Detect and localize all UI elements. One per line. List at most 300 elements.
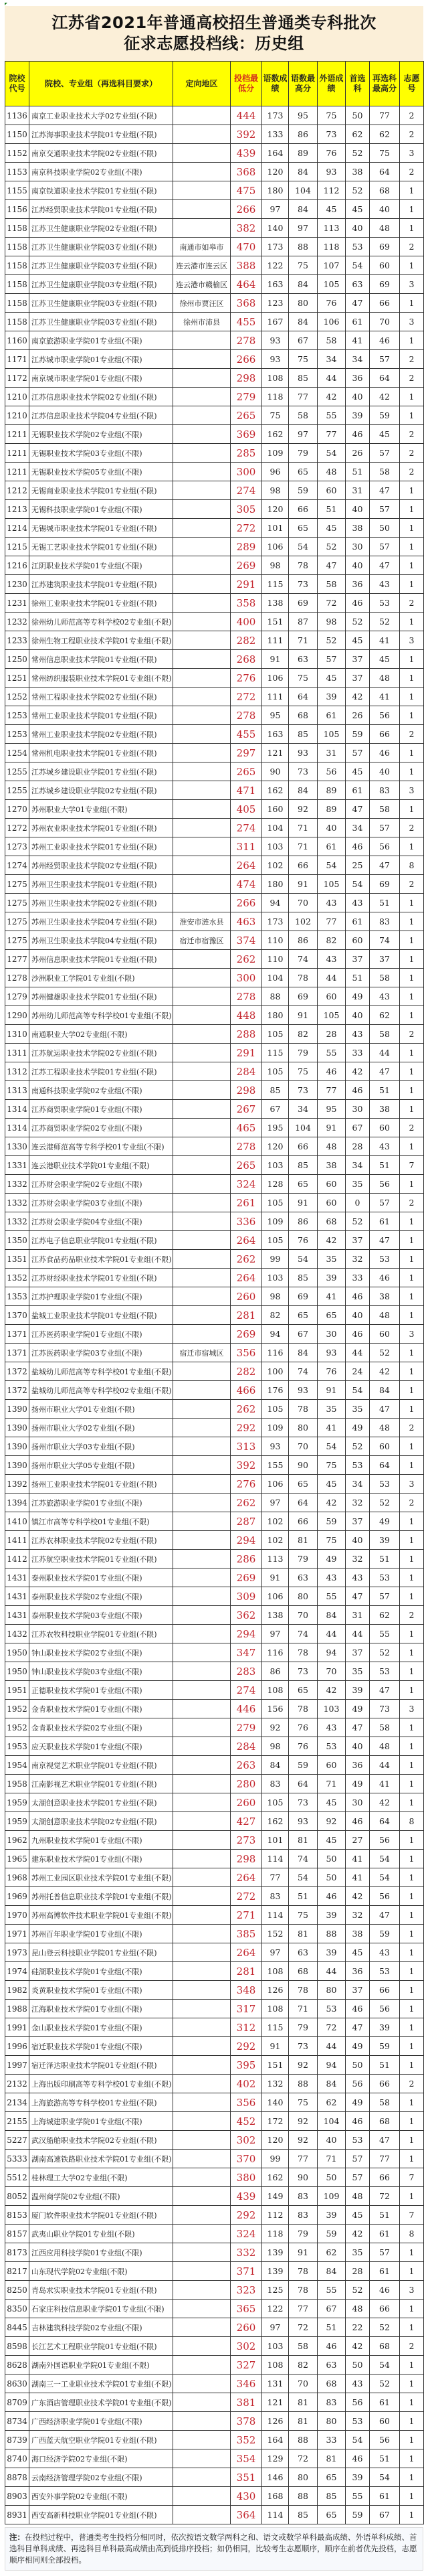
row-code: 8878 [5,2468,29,2487]
table-row [5,2300,424,2318]
row-name: 无锡城市职业技术学院01专业组(不限) [29,519,173,538]
row-cm-score: 88 [262,987,289,1006]
row-region [173,1681,231,1700]
row-cm-max: 71 [289,631,318,650]
row-region [173,1306,231,1325]
row-first-subject: 34 [346,1475,370,1494]
footnote-text: 在投档过程中，普通类考生投档分相同时，依次按语文数学两科之和、语文或数学单科最高成绩、外语单科成绩、首选科目单科成绩、再选科目单科最高成绩由高到低排序投档；如仍相同，比较考生志愿顺序，顺序在前者优先投档，志愿顺序相同则全部投档。 [9,2532,417,2565]
row-cm-max: 84 [289,781,318,800]
row-min-score: 392 [231,1456,262,1475]
row-name: 连云港师范高等专科学校01专业组(不限) [29,1137,173,1156]
row-name: 湖南高速铁路职业技术学院01专业组(不限) [29,2150,173,2168]
row-cm-score: 167 [262,313,289,331]
row-second-max: 66 [370,1981,400,2000]
row-foreign: 105 [318,1006,346,1025]
row-first-subject: 36 [346,1756,370,1775]
row-min-score: 267 [231,1100,262,1119]
row-cm-max: 90 [289,1456,318,1475]
row-min-score: 332 [231,2243,262,2262]
row-cm-max: 104 [289,1119,318,1137]
row-second-max: 44 [370,1044,400,1062]
row-region [173,1943,231,1962]
row-foreign: 84 [318,2075,346,2093]
row-cm-score: 172 [262,2112,289,2131]
row-code: 1971 [5,1925,29,1943]
row-region [173,1737,231,1756]
row-name: 江苏农林职业技术学院02专业组(不限) [29,1531,173,1550]
row-cm-score: 103 [262,1156,289,1175]
row-choice-no: 1 [400,1269,424,1287]
row-region [173,1062,231,1081]
row-code: 1970 [5,1906,29,1925]
row-cm-max: 65 [289,1475,318,1494]
table-row [5,1231,424,1250]
row-min-score: 276 [231,669,262,688]
row-first-subject: 63 [346,275,370,294]
row-choice-no: 1 [400,1718,424,1737]
row-foreign: 80 [318,1981,346,2000]
row-cm-score: 122 [262,2300,289,2318]
row-second-max: 62 [370,1606,400,1625]
row-foreign: 41 [318,1419,346,1437]
row-code: 1273 [5,837,29,856]
row-region [173,219,231,238]
table-row [5,1212,424,1231]
row-first-subject: 47 [346,294,370,313]
col-header-cm-score: 语数成绩 [262,62,289,106]
row-code: 1314 [5,1119,29,1137]
row-second-max: 44 [370,1756,400,1775]
row-region [173,1868,231,1887]
row-cm-score: 168 [262,2487,289,2506]
row-choice-no: 1 [400,2243,424,2262]
row-code: 1974 [5,1962,29,1981]
row-cm-score: 110 [262,950,289,969]
row-code: 1959 [5,1793,29,1812]
table-row [5,350,424,369]
row-code: 5227 [5,2131,29,2150]
row-second-max: 52 [370,1643,400,1662]
row-code: 1158 [5,256,29,275]
row-first-subject: 53 [346,1456,370,1475]
table-row [5,500,424,519]
row-first-subject: 36 [346,1962,370,1981]
row-cm-score: 128 [262,1175,289,1194]
row-name: 苏州卫生职业技术学院02专业组(不限) [29,894,173,912]
row-choice-no: 1 [400,519,424,538]
table-row [5,2206,424,2225]
row-min-score: 274 [231,1681,262,1700]
row-choice-no: 1 [400,1943,424,1962]
row-foreign: 65 [318,2506,346,2524]
row-min-score: 351 [231,2468,262,2487]
table-row [5,2000,424,2018]
row-region [173,1269,231,1287]
row-cm-score: 118 [262,388,289,406]
table-row [5,1587,424,1606]
table-row [5,688,424,706]
row-cm-score: 98 [262,556,289,575]
row-second-max: 83 [370,781,400,800]
row-cm-score: 180 [262,875,289,894]
row-first-subject: 37 [346,1231,370,1250]
row-name: 扬州工业职业技术学院01专业组(不限) [29,1475,173,1494]
row-first-subject: 50 [346,2356,370,2374]
row-min-score: 262 [231,1494,262,1512]
table-row [5,1156,424,1175]
row-region [173,762,231,781]
table-row [5,556,424,575]
row-region [173,369,231,388]
table-row [5,2487,424,2506]
row-first-subject: 32 [346,1906,370,1925]
row-min-score: 309 [231,1587,262,1606]
row-code: 5333 [5,2150,29,2168]
row-region [173,1925,231,1943]
row-name: 苏州工业园区职业技术学院01专业组(不限) [29,1868,173,1887]
row-cm-max: 65 [289,1175,318,1194]
row-choice-no: 1 [400,256,424,275]
row-choice-no: 1 [400,762,424,781]
row-cm-max: 83 [289,2187,318,2206]
row-choice-no: 1 [400,1212,424,1231]
row-choice-no: 2 [400,463,424,481]
row-cm-score: 140 [262,2093,289,2112]
col-header-name: 院校、专业组（再选科目要求） [29,62,173,106]
row-region [173,1756,231,1775]
row-name: 江苏海事职业技术学院01专业组(不限) [29,125,173,144]
table-row [5,1475,424,1494]
row-second-max: 57 [370,444,400,463]
row-code: 1953 [5,1737,29,1756]
row-cm-max: 79 [289,1044,318,1062]
row-min-score: 288 [231,1025,262,1044]
row-first-subject: 51 [346,969,370,987]
row-choice-no: 1 [400,181,424,200]
row-cm-score: 173 [262,912,289,931]
row-region [173,2150,231,2168]
row-choice-no: 1 [400,1643,424,1662]
row-foreign: 77 [318,1081,346,1100]
row-foreign: 55 [318,2281,346,2300]
row-foreign: 95 [318,1100,346,1119]
row-region [173,2093,231,2112]
row-name: 镇江市高等专科学校01专业组(不限) [29,1512,173,1531]
row-min-score: 294 [231,1625,262,1643]
row-second-max: 45 [370,650,400,669]
cell-marker-icon [5,3,7,5]
row-cm-score: 108 [262,2000,289,2018]
row-code: 1232 [5,613,29,631]
row-second-max: 83 [370,912,400,931]
row-foreign: 46 [318,1062,346,1081]
row-code: 1390 [5,1437,29,1456]
row-first-subject: 40 [346,1306,370,1325]
row-region [173,2168,231,2187]
table-row [5,425,424,444]
row-second-max: 61 [370,2487,400,2506]
row-min-score: 464 [231,275,262,294]
table-row [5,1981,424,2000]
row-first-subject: 39 [346,406,370,425]
row-min-score: 371 [231,2262,262,2281]
row-first-subject: 51 [346,463,370,481]
row-choice-no: 3 [400,1700,424,1718]
row-code: 2132 [5,2075,29,2093]
table-row [5,406,424,425]
row-cm-max: 78 [289,2262,318,2281]
row-region [173,1137,231,1156]
row-min-score: 370 [231,2150,262,2168]
row-code: 1277 [5,950,29,969]
row-region [173,1512,231,1531]
row-min-score: 465 [231,1119,262,1137]
row-cm-score: 84 [262,1756,289,1775]
row-first-subject: 43 [346,2374,370,2393]
row-cm-score: 104 [262,969,289,987]
row-min-score: 264 [231,1943,262,1962]
row-first-subject: 46 [346,2000,370,2018]
row-code: 8153 [5,2206,29,2225]
row-choice-no: 2 [400,725,424,744]
row-min-score: 402 [231,2075,262,2093]
row-cm-score: 94 [262,894,289,912]
row-first-subject: 46 [346,1325,370,1344]
row-cm-score: 109 [262,1212,289,1231]
table-row [5,800,424,819]
row-name: 上海城建职业学院01专业组(不限) [29,2112,173,2131]
row-code: 1314 [5,1100,29,1119]
row-first-subject: 33 [346,1269,370,1287]
row-region [173,519,231,538]
table-row [5,1269,424,1287]
row-min-score: 265 [231,406,262,425]
row-region [173,575,231,594]
row-cm-max: 34 [289,1100,318,1119]
row-cm-max: 63 [289,1943,318,1962]
row-name: 江苏财会职业学院03专业组(不限) [29,1194,173,1212]
row-min-score: 283 [231,1662,262,1681]
table-header-row [5,62,424,106]
row-second-max: 54 [370,1868,400,1887]
row-foreign: 31 [318,744,346,762]
table-row [5,125,424,144]
title-banner [5,6,423,61]
row-min-score: 265 [231,1156,262,1175]
row-foreign: 68 [318,2374,346,2393]
row-min-score: 298 [231,369,262,388]
row-first-subject: 42 [346,1887,370,1906]
row-cm-score: 102 [262,1531,289,1550]
row-first-subject: 37 [346,650,370,669]
row-second-max: 62 [370,125,400,144]
row-code: 1211 [5,463,29,481]
row-second-max: 60 [370,1437,400,1456]
row-first-subject: 31 [346,1606,370,1625]
row-region [173,2018,231,2037]
row-choice-no: 1 [400,931,424,950]
row-code: 1959 [5,1812,29,1831]
row-min-score: 260 [231,2318,262,2337]
row-foreign: 46 [318,1887,346,1906]
row-second-max: 58 [370,800,400,819]
row-code: 1310 [5,1025,29,1044]
row-name: 西安高新科技职业学院01专业组(不限) [29,2506,173,2524]
row-second-max: 42 [370,1793,400,1812]
row-cm-score: 108 [262,1962,289,1981]
row-foreign: 44 [318,2037,346,2056]
row-name: 苏州托普信息职业技术学院01专业组(不限) [29,1887,173,1906]
row-code: 1136 [5,106,29,125]
row-first-subject: 37 [346,1643,370,1662]
row-first-subject: 46 [346,594,370,613]
row-cm-max: 69 [289,1287,318,1306]
row-code: 1352 [5,1269,29,1287]
row-cm-max: 54 [289,1868,318,1887]
row-choice-no: 1 [400,1831,424,1850]
row-region [173,631,231,650]
row-name: 江苏城乡建设职业学院01专业组(不限) [29,762,173,781]
row-second-max: 56 [370,2431,400,2449]
row-name: 广东酒店管理职业技术学院01专业组(不限) [29,2393,173,2412]
row-name: 南通职业大学02专业组(不限) [29,1025,173,1044]
row-min-score: 430 [231,2487,262,2506]
row-cm-max: 92 [289,2056,318,2075]
row-first-subject: 45 [346,1943,370,1962]
row-first-subject: 34 [346,819,370,837]
row-choice-no: 1 [400,1175,424,1194]
row-cm-max: 77 [289,388,318,406]
row-code: 1290 [5,1006,29,1025]
row-cm-score: 97 [262,1943,289,1962]
row-name: 苏州卫生职业技术学院01专业组(不限) [29,875,173,894]
row-cm-max: 68 [289,1962,318,1981]
row-second-max: 84 [370,1381,400,1400]
row-foreign: 52 [318,538,346,556]
table-row [5,1681,424,1700]
row-second-max: 68 [370,2112,400,2131]
row-first-subject: 56 [346,2075,370,2093]
row-region [173,725,231,744]
row-name: 泰州职业技术学院02专业组(不限) [29,1587,173,1606]
row-second-max: 47 [370,1681,400,1700]
row-cm-max: 75 [289,1906,318,1925]
row-min-score: 300 [231,969,262,987]
table-row [5,1306,424,1325]
row-code: 1152 [5,144,29,163]
row-first-subject: 22 [346,2318,370,2337]
row-region [173,1419,231,1437]
table-row [5,1025,424,1044]
row-cm-max: 81 [289,1531,318,1550]
row-name: 山东现代学院02专业组(不限) [29,2262,173,2281]
row-first-subject: 30 [346,1100,370,1119]
row-second-max: 72 [370,2187,400,2206]
row-min-score: 455 [231,313,262,331]
row-cm-max: 93 [289,1812,318,1831]
table-row [5,1943,424,1962]
row-choice-no: 2 [400,1419,424,1437]
row-min-score: 269 [231,1568,262,1587]
table-row [5,969,424,987]
row-foreign: 84 [318,2262,346,2281]
row-min-score: 302 [231,2131,262,2150]
row-name: 江西应用科技学院01专业组(不限) [29,2243,173,2262]
row-min-score: 272 [231,1887,262,1906]
row-code: 1158 [5,294,29,313]
row-min-score: 368 [231,294,262,313]
col-header-region: 定向地区 [173,62,231,106]
table-row [5,2037,424,2056]
row-region [173,1793,231,1812]
row-code: 1954 [5,1756,29,1775]
row-first-subject: 52 [346,144,370,163]
row-first-subject: 35 [346,1400,370,1419]
row-first-subject: 61 [346,313,370,331]
table-row [5,1044,424,1062]
row-min-score: 475 [231,181,262,200]
row-foreign: 38 [318,1156,346,1175]
row-second-max: 61 [370,2225,400,2243]
row-min-score: 276 [231,1475,262,1494]
row-min-score: 279 [231,1718,262,1737]
row-code: 1216 [5,556,29,575]
row-name: 苏州农业职业技术学院01专业组(不限) [29,819,173,837]
row-min-score: 269 [231,556,262,575]
row-choice-no: 1 [400,1775,424,1793]
row-code: 5512 [5,2168,29,2187]
row-region [173,875,231,894]
row-min-score: 278 [231,706,262,725]
row-min-score: 285 [231,444,262,463]
row-foreign: 43 [318,1568,346,1587]
row-foreign: 52 [318,631,346,650]
row-cm-score: 104 [262,819,289,837]
row-choice-no: 1 [400,706,424,725]
row-cm-max: 74 [289,950,318,969]
row-cm-max: 75 [289,2093,318,2112]
row-choice-no: 1 [400,2468,424,2487]
row-min-score: 266 [231,350,262,369]
row-cm-max: 92 [289,2112,318,2131]
row-cm-score: 97 [262,2318,289,2337]
row-first-subject: 45 [346,2206,370,2225]
row-cm-max: 81 [289,2393,318,2412]
row-first-subject: 41 [346,331,370,350]
row-cm-max: 79 [289,2018,318,2037]
row-code: 1153 [5,163,29,181]
row-cm-max: 78 [289,1400,318,1419]
row-code: 1371 [5,1344,29,1362]
row-cm-score: 95 [262,706,289,725]
row-region [173,1400,231,1419]
row-cm-max: 81 [289,1831,318,1850]
row-second-max: 54 [370,2356,400,2374]
row-cm-max: 71 [289,837,318,856]
row-cm-max: 64 [289,1775,318,1793]
row-code: 1962 [5,1831,29,1850]
row-first-subject: 25 [346,856,370,875]
row-foreign: 91 [318,1119,346,1137]
row-second-max: 47 [370,556,400,575]
row-choice-no: 2 [400,875,424,894]
row-second-max: 51 [370,2056,400,2075]
row-cm-max: 58 [289,406,318,425]
row-second-max: 57 [370,819,400,837]
row-cm-max: 93 [289,744,318,762]
row-min-score: 278 [231,987,262,1006]
table-row [5,2393,424,2412]
